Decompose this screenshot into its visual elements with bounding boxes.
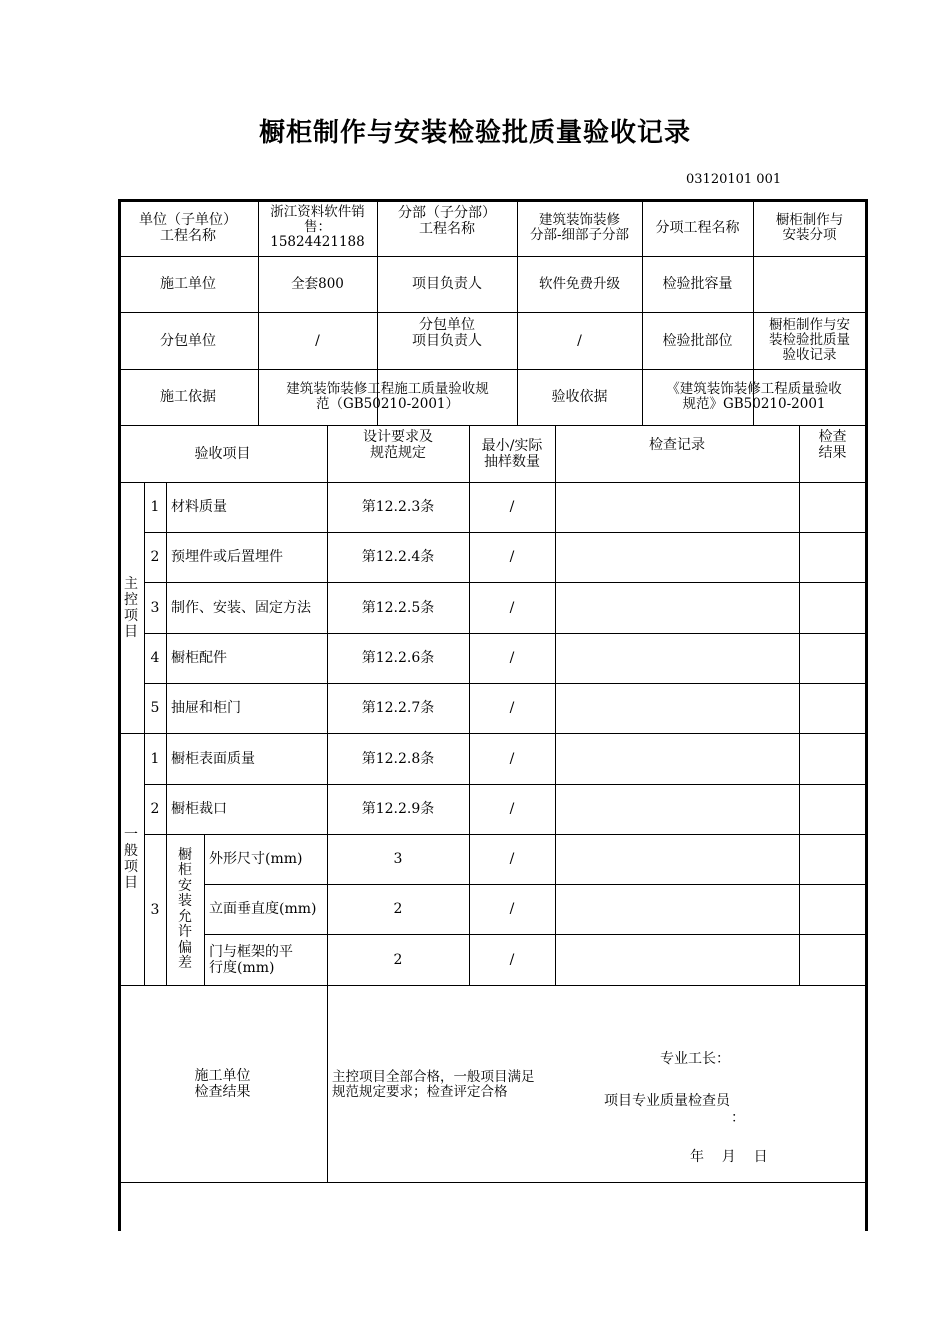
main-row-3-spec: 第12.2.5条	[361, 599, 435, 616]
col-record-header: 检查记录	[649, 437, 705, 453]
unit-label-line1: 单位（子单位）	[139, 211, 237, 228]
batch-part-line2: 装检验批质量	[769, 332, 850, 348]
tolerance-char1: 橱	[178, 846, 192, 863]
conclusion-label	[118, 985, 327, 1182]
document-code: 03120101 001	[686, 172, 782, 187]
tolerance-char2: 柜	[178, 862, 192, 878]
item-value-line1: 橱柜制作与	[775, 211, 844, 228]
general-row-2-sample: /	[509, 801, 515, 817]
acceptance-basis-line2: 规范》GB50210-2001	[682, 396, 826, 412]
general-char4: 目	[124, 875, 138, 891]
tolerance-char6: 许	[178, 924, 192, 940]
tolerance-char7: 偏	[178, 939, 192, 956]
main-row-4-spec: 第12.2.6条	[361, 650, 435, 666]
unit-project-label	[118, 199, 258, 256]
constructor-value: 全套800	[291, 275, 344, 292]
tolerance-row-3-sample: /	[509, 951, 515, 968]
conclusion-text-line2: 规范规定要求；检查评定合格	[332, 1084, 508, 1100]
tolerance-char3: 安	[178, 877, 192, 894]
sub-value-line2: 分部-细部子分部	[529, 226, 630, 243]
main-row-5-no: 5	[150, 700, 160, 716]
unit-label-line2: 工程名称	[160, 227, 216, 244]
conclusion-label-line1: 施工单位	[194, 1067, 251, 1084]
conclusion-text-line1: 主控项目全部合格，一般项目满足	[332, 1069, 535, 1085]
item-project-label: 分项工程名称	[655, 219, 740, 236]
main-row-1-no: 1	[150, 499, 160, 515]
batch-part-label: 检验批部位	[662, 332, 733, 349]
tolerance-no: 3	[150, 901, 160, 918]
tolerance-row-3-line2: 行度(mm)	[209, 959, 275, 976]
general-row-2-spec: 第12.2.9条	[361, 801, 435, 817]
main-row-5-spec: 第12.2.7条	[361, 700, 435, 716]
conclusion-text	[327, 1065, 587, 1105]
capacity-value	[753, 256, 866, 312]
subcontractor-label: 分包单位	[160, 332, 216, 349]
tolerance-row-3-line1: 门与框架的平	[209, 943, 293, 960]
tolerance-row-1-name: 外形尺寸(mm)	[209, 851, 303, 867]
acceptance-basis-value	[642, 369, 866, 425]
general-row-1-no: 1	[150, 750, 160, 767]
conclusion-label-line2: 检查结果	[194, 1083, 251, 1100]
unit-project-value	[258, 199, 377, 256]
batch-part-value	[753, 312, 866, 369]
col-item-header: 验收项目	[194, 445, 251, 462]
main-control-char4: 目	[124, 623, 138, 640]
main-row-4-sample: /	[509, 650, 515, 666]
main-row-5-name: 抽屉和柜门	[171, 700, 241, 716]
col-result-line2: 结果	[818, 445, 847, 461]
main-row-2-spec: 第12.2.4条	[361, 549, 435, 565]
col-result-line1: 检查	[818, 429, 847, 445]
tolerance-char5: 允	[178, 908, 192, 925]
sub-manager-line1: 分包单位	[419, 317, 475, 333]
col-result-header	[799, 425, 866, 482]
acceptance-basis-line1: 《建筑装饰装修工程质量验收	[666, 381, 842, 397]
main-row-3-sample: /	[509, 599, 515, 616]
date-line: 年 月 日	[690, 1149, 768, 1165]
batch-part-line3: 验收记录	[782, 347, 837, 363]
main-row-1-spec: 第12.2.3条	[361, 499, 435, 515]
subcontractor-value: /	[315, 332, 320, 349]
item-project-value	[753, 199, 866, 256]
batch-part-line1: 橱柜制作与安	[769, 317, 850, 333]
inspector-colon: ：	[731, 1110, 745, 1126]
main-row-1-sample: /	[509, 499, 515, 515]
tolerance-row-3-name	[204, 934, 327, 985]
unit-value-line2: 售：	[304, 219, 331, 235]
tolerance-row-1-value: 3	[393, 851, 403, 867]
sub-manager-value: /	[577, 332, 582, 349]
sub-project-value	[517, 199, 642, 256]
main-control-char3: 项	[124, 607, 138, 624]
main-row-4-name: 橱柜配件	[171, 650, 227, 666]
col-sample-line1: 最小/实际	[481, 437, 543, 454]
main-control-group-label	[118, 482, 144, 733]
tolerance-row-2-sample: /	[509, 901, 515, 917]
capacity-label: 检验批容量	[662, 276, 733, 292]
main-row-2-sample: /	[509, 549, 515, 565]
tolerance-char4: 装	[178, 893, 192, 909]
col-sample-header	[469, 425, 555, 482]
sub-label-line2: 工程名称	[419, 221, 475, 237]
basis-value-line1: 建筑装饰装修工程施工质量验收规	[286, 381, 489, 397]
general-row-1-sample: /	[509, 750, 515, 767]
inspection-form	[118, 199, 866, 1239]
tolerance-row-1-sample: /	[509, 851, 515, 867]
col-design-line2: 规范规定	[370, 445, 426, 461]
item-value-line2: 安装分项	[782, 226, 837, 243]
col-sample-line2: 抽样数量	[484, 453, 540, 470]
col-design-header	[327, 425, 469, 482]
general-char2: 般	[124, 843, 138, 859]
main-control-char1: 主	[124, 575, 138, 592]
constructor-label: 施工单位	[160, 276, 216, 292]
manager-value: 软件免费升级	[539, 275, 620, 292]
basis-value-line2: 范（GB50210-2001）	[315, 396, 460, 412]
basis-value	[258, 369, 517, 425]
tolerance-row-2-value: 2	[393, 901, 403, 917]
unit-value-line1: 浙江资料软件销	[270, 204, 365, 220]
main-row-5-sample: /	[509, 700, 515, 716]
main-row-3-name: 制作、安装、固定方法	[171, 599, 311, 616]
main-row-3-no: 3	[150, 599, 160, 616]
general-char3: 项	[124, 859, 138, 875]
col-design-line1: 设计要求及	[363, 429, 433, 445]
general-row-1-name: 橱柜表面质量	[171, 750, 255, 767]
manager-label: 项目负责人	[412, 276, 482, 292]
general-char1: 一	[124, 827, 138, 843]
tolerance-row-3-value: 2	[393, 951, 403, 968]
main-row-2-name: 预埋件或后置埋件	[171, 549, 283, 565]
general-row-1-spec: 第12.2.8条	[361, 750, 435, 767]
document-title: 橱柜制作与安装检验批质量验收记录	[258, 118, 691, 148]
general-row-2-no: 2	[150, 801, 160, 817]
basis-label: 施工依据	[160, 389, 216, 405]
sub-manager-line2: 项目负责人	[412, 333, 482, 349]
tolerance-group-label	[166, 834, 204, 985]
sub-manager-label	[377, 312, 517, 369]
general-row-2-name: 橱柜裁口	[171, 801, 227, 817]
main-row-1-name: 材料质量	[171, 499, 227, 515]
sub-project-label	[377, 199, 517, 256]
unit-value-line3: 15824421188	[270, 234, 365, 250]
sub-label-line1: 分部（子分部）	[398, 205, 496, 221]
sub-value-line1: 建筑装饰装修	[539, 211, 620, 228]
main-row-2-no: 2	[150, 549, 160, 565]
general-group-label	[118, 733, 144, 985]
main-control-char2: 控	[124, 591, 138, 608]
main-row-4-no: 4	[150, 650, 160, 666]
tolerance-char8: 差	[178, 955, 192, 971]
foreman-label: 专业工长：	[660, 1051, 730, 1067]
tolerance-row-2-name: 立面垂直度(mm)	[209, 901, 317, 917]
acceptance-basis-label: 验收依据	[551, 389, 608, 405]
inspector-label: 项目专业质量检查员	[604, 1093, 730, 1109]
